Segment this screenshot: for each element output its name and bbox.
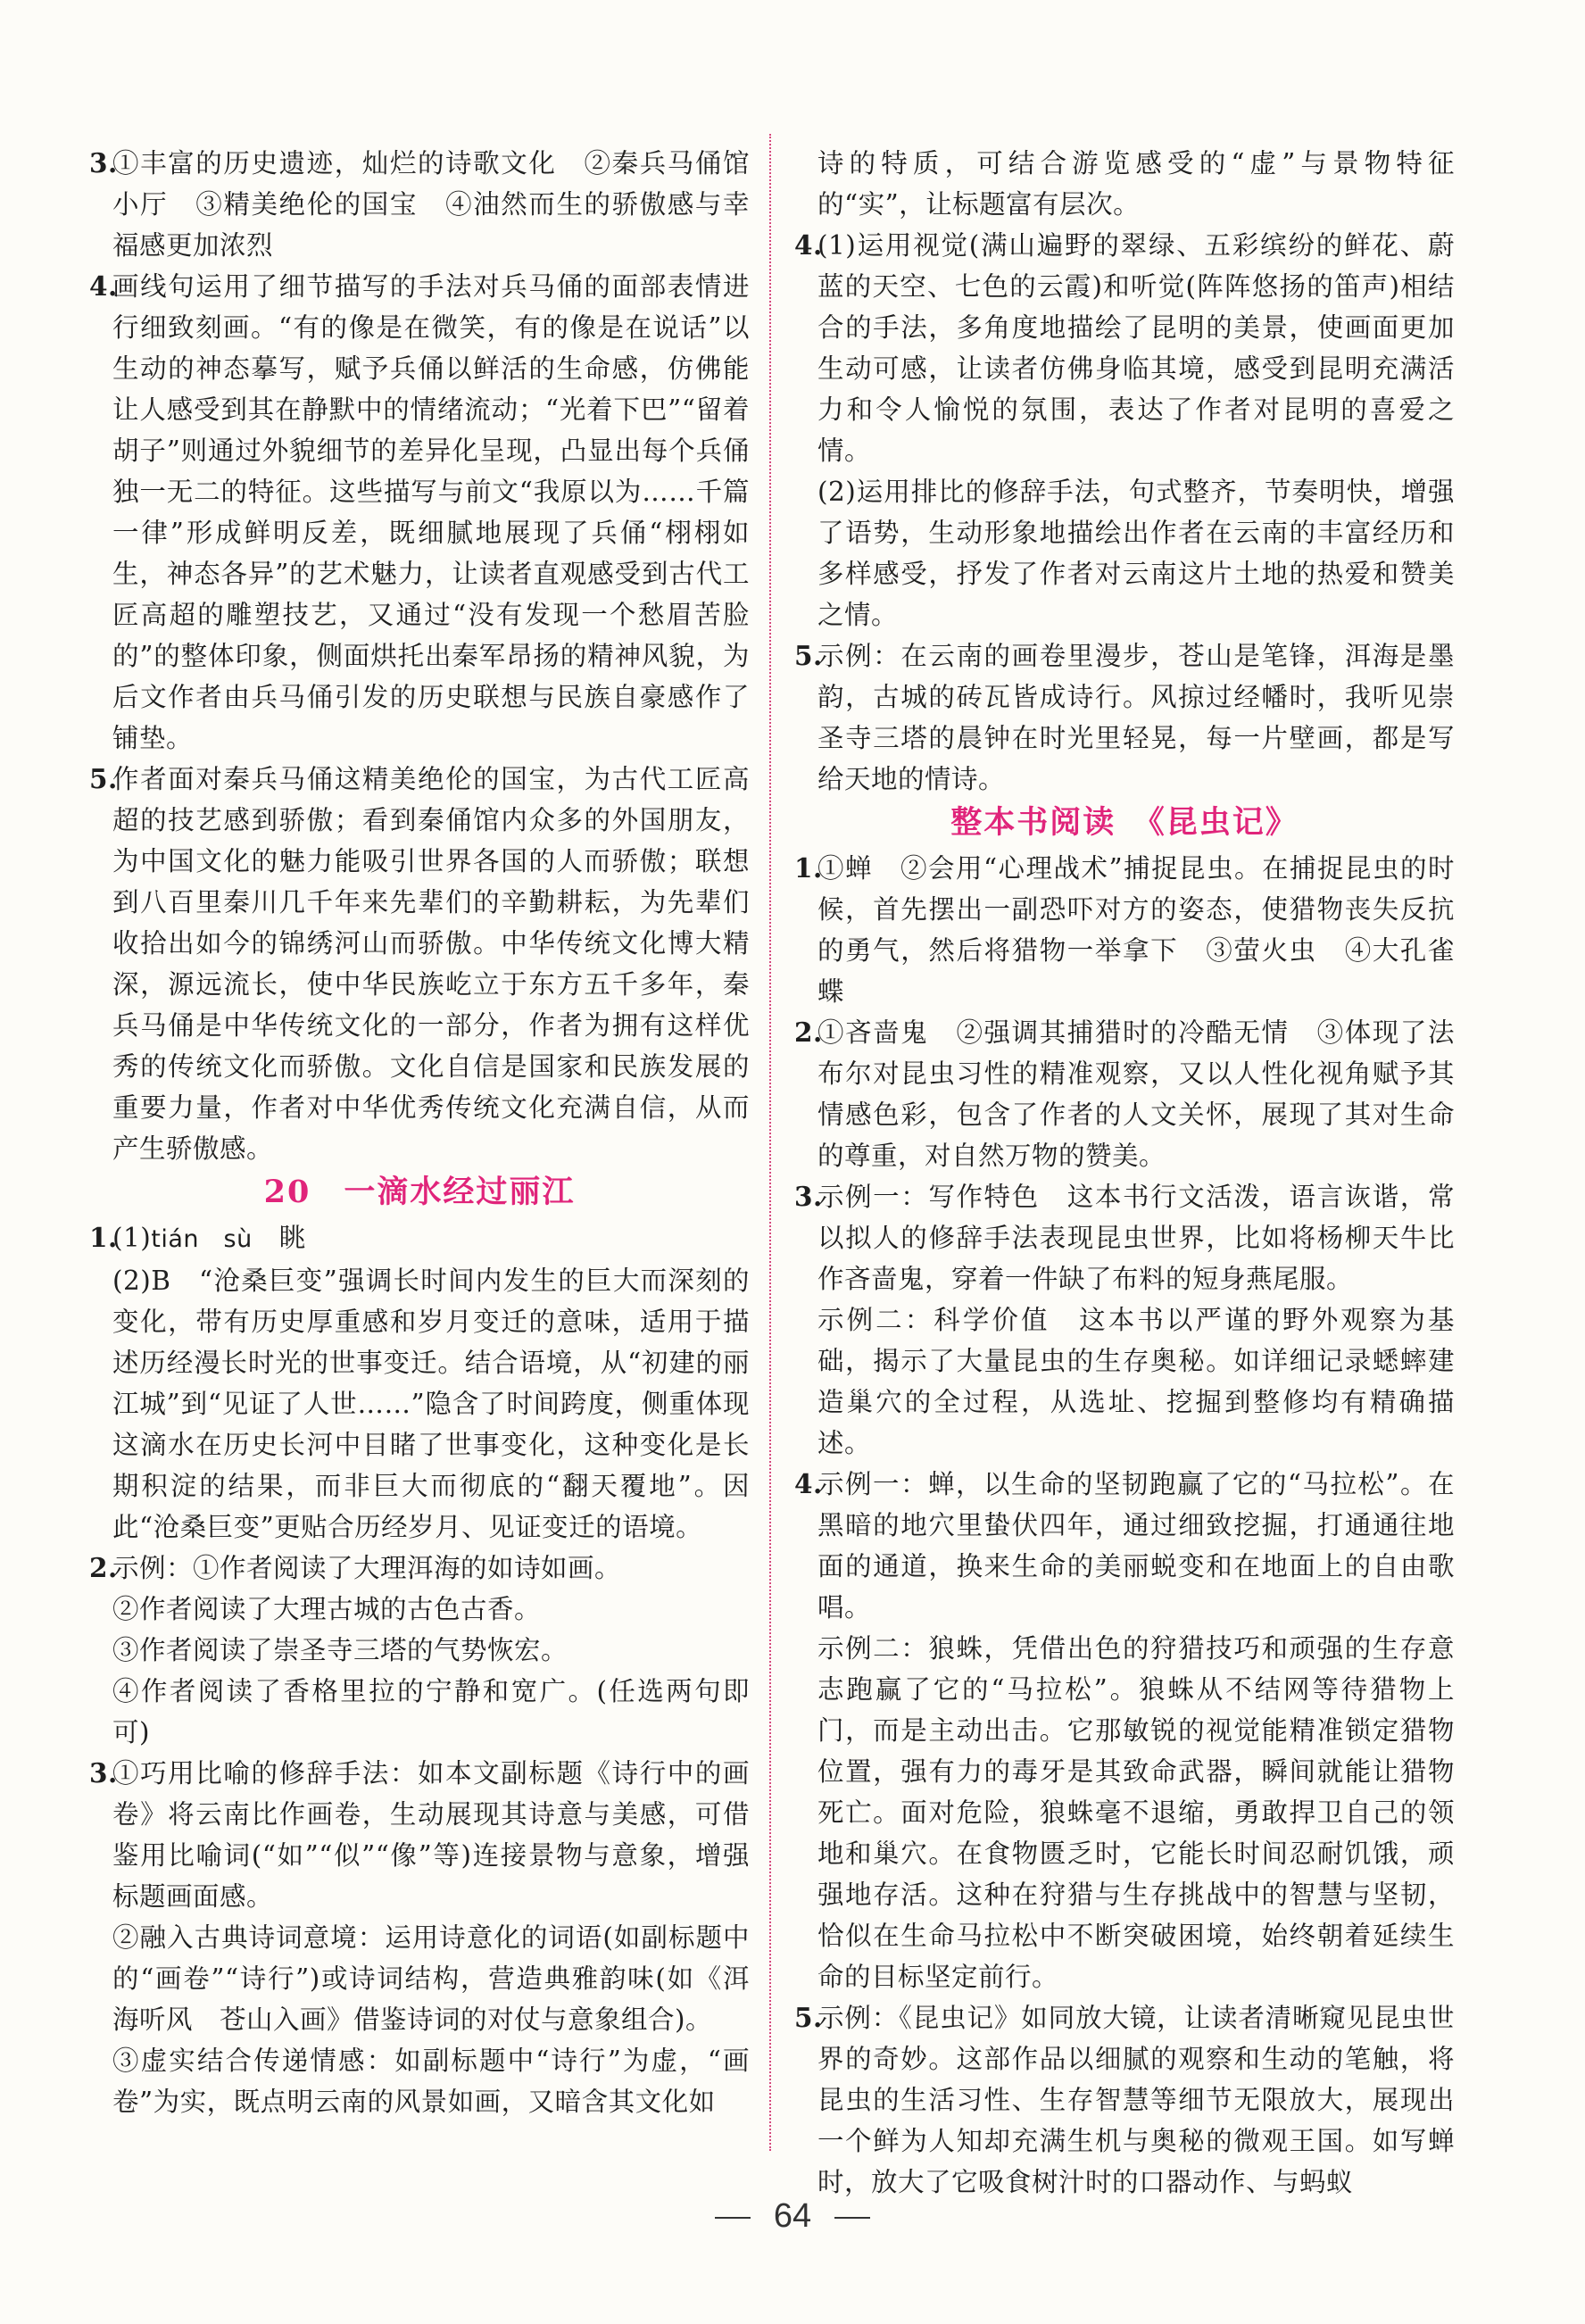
answer-line: 示例：①作者阅读了大理洱海的如诗如画。 bbox=[112, 1553, 622, 1583]
section-heading: 20 一滴水经过丽江 bbox=[263, 1174, 576, 1210]
answer-item bbox=[794, 1464, 1455, 1997]
item-number: 1. bbox=[794, 852, 823, 884]
answer-paragraph: 示例二：狼蛛，凭借出色的狩猎技巧和顽强的生存意志跑赢了它的“马拉松”。狼蛛从不结网等待猎物上门，而是主动出击。它那敏锐的视觉能精准锁定猎物位置，强有力的毒牙是其致命武器，瞬间就能让猎物死亡。面对危险，狼蛛毫不退缩，勇敢捍卫自己的领地和巢穴。在食物匮乏时，它能长时间忍耐饥饿，顽强地存活。这种在狩猎与生存挑战中的智慧与坚韧，恰似在生命马拉松中不断突破困境，始终朝着延续生命的目标坚定前行。 bbox=[817, 1633, 1455, 1992]
item-number: 2. bbox=[794, 1017, 823, 1048]
answer-text: 眺 bbox=[252, 1223, 306, 1253]
item-number: 4. bbox=[794, 1468, 823, 1499]
column-divider bbox=[769, 134, 771, 2151]
item-number: 5. bbox=[794, 640, 823, 671]
answer-item bbox=[89, 266, 750, 759]
answer-text: 示例：《昆虫记》如同放大镜，让读者清晰窥见昆虫世界的奇妙。这部作品以细腻的观察和生动的笔触，将昆虫的生活习性、生存智慧等细节无限放大，展现出一个鲜为人知却充满生机与奥秘的微观王国。如写蝉时，放大了它吸食树汁时的口器动作、与蚂蚁 bbox=[817, 2003, 1455, 2197]
answer-item bbox=[794, 635, 1455, 800]
item-number: 5. bbox=[89, 763, 118, 794]
page-number: 64 bbox=[773, 2197, 812, 2235]
item-number: 5. bbox=[794, 2002, 823, 2033]
answer-item bbox=[89, 1753, 750, 2122]
right-column bbox=[794, 143, 1455, 2203]
item-number: 3. bbox=[794, 1181, 823, 1212]
answer-paragraph: (1)运用视觉(满山遍野的翠绿、五彩缤纷的鲜花、蔚蓝的天空、七色的云霞)和听觉(阵阵悠扬的笛声)相结合的手法，多角度地描绘了昆明的美景，使画面更加生动可感，让读者仿佛身临其境，感受到昆明充满活力和令人愉悦的氛围，表达了作者对昆明的喜爱之情。 bbox=[817, 230, 1455, 466]
answer-paragraph: ③虚实结合传递情感：如副标题中“诗行”为虚，“画卷”为实，既点明云南的风景如画，又暗含其文化如 bbox=[112, 2046, 750, 2117]
footer-dash bbox=[834, 2217, 870, 2219]
page-footer bbox=[0, 2197, 1585, 2236]
item-number: 4. bbox=[794, 229, 823, 261]
answer-line: ③作者阅读了崇圣寺三塔的气势恢宏。 bbox=[112, 1635, 568, 1665]
answer-item bbox=[794, 1176, 1455, 1464]
answer-line bbox=[112, 1217, 750, 1260]
answer-item bbox=[794, 848, 1455, 1012]
item-number: 3. bbox=[89, 1757, 118, 1789]
answer-line: ②作者阅读了大理古城的古色古香。 bbox=[112, 1594, 542, 1624]
answer-text: ①吝啬鬼 ②强调其捕猎时的冷酷无情 ③体现了法布尔对昆虫习性的精准观察，又以人性化视角赋予其情感色彩，包含了作者的人文关怀，展现了其对生命的尊重，对自然万物的赞美。 bbox=[817, 1017, 1455, 1171]
item-number: 1. bbox=[89, 1222, 118, 1253]
answer-item bbox=[794, 1012, 1455, 1176]
answer-item bbox=[794, 225, 1455, 635]
pinyin-text: tián sù bbox=[151, 1225, 253, 1253]
answer-item bbox=[89, 1548, 750, 1753]
answer-text: ①蝉 ②会用“心理战术”捕捉昆虫。在捕捉昆虫的时候，首先摆出一副恐吓对方的姿态，使猎物丧失反抗的勇气，然后将猎物一举拿下 ③萤火虫 ④大孔雀蝶 bbox=[817, 853, 1455, 1007]
answer-item bbox=[89, 1217, 750, 1548]
answer-paragraph: ①巧用比喻的修辞手法：如本文副标题《诗行中的画卷》将云南比作画卷，生动展现其诗意与美感，可借鉴用比喻词(“如”“似”“像”等)连接景物与意象，增强标题画面感。 bbox=[112, 1758, 750, 1912]
sub-label: (1) bbox=[112, 1223, 152, 1253]
answer-paragraph: 示例二：科学价值 这本书以严谨的野外观察为基础，揭示了大量昆虫的生存奥秘。如详细记录蟋蟀建造巢穴的全过程，从选址、挖掘到整修均有精确描述。 bbox=[817, 1305, 1455, 1458]
item-number: 2. bbox=[89, 1552, 118, 1583]
answer-line: ④作者阅读了香格里拉的宁静和宽广。(任选两句即可) bbox=[112, 1676, 750, 1747]
answer-item bbox=[794, 1997, 1455, 2203]
item-number: 4. bbox=[89, 270, 118, 302]
item-number: 3. bbox=[89, 147, 118, 178]
answer-paragraph: 示例一：蝉，以生命的坚韧跑赢了它的“马拉松”。在黑暗的地穴里蛰伏四年，通过细致挖掘，打通通往地面的通道，换来生命的美丽蜕变和在地面上的自由歌唱。 bbox=[817, 1469, 1455, 1623]
answer-item bbox=[89, 759, 750, 1169]
answer-text: ①丰富的历史遗迹，灿烂的诗歌文化 ②秦兵马俑馆小厅 ③精美绝伦的国宝 ④油然而生的骄傲感与幸福感更加浓烈 bbox=[112, 148, 750, 261]
answer-paragraph: ②融入古典诗词意境：运用诗意化的词语(如副标题中的“画卷”“诗行”)或诗词结构，营造典雅韵味(如《洱海听风 苍山入画》借鉴诗词的对仗与意象组合)。 bbox=[112, 1922, 750, 2035]
answer-paragraph: (2)运用排比的修辞手法，句式整齐，节奏明快，增强了语势，生动形象地描绘出作者在云南的丰富经历和多样感受，抒发了作者对云南这片土地的热爱和赞美之情。 bbox=[817, 477, 1455, 630]
footer-dash bbox=[715, 2217, 751, 2219]
answer-item bbox=[89, 143, 750, 266]
answer-paragraph: (2)B “沧桑巨变”强调长时间内发生的巨大而深刻的变化，带有历史厚重感和岁月变迁的意味，适用于描述历经漫长时光的世事变迁。结合语境，从“初建的丽江城”到“见证了人世……”隐含了时间跨度，侧重体现这滴水在历史长河中目睹了世事变化，这种变化是长期积淀的结果，而非巨大而彻底的“翻天覆地”。因此“沧桑巨变”更贴合历经岁月、见证变迁的语境。 bbox=[112, 1266, 750, 1542]
answer-text: 作者面对秦兵马俑这精美绝伦的国宝，为古代工匠高超的技艺感到骄傲；看到秦俑馆内众多的外国朋友，为中国文化的魅力能吸引世界各国的人而骄傲；联想到八百里秦川几千年来先辈们的辛勤耕耘，为先辈们收拾出如今的锦绣河山而骄傲。中华传统文化博大精深，源远流长，使中华民族屹立于东方五千多年，秦兵马俑是中华传统文化的一部分，作者为拥有这样优秀的传统文化而骄傲。文化自信是国家和民族发展的重要力量，作者对中华优秀传统文化充满自信，从而产生骄傲感。 bbox=[112, 764, 750, 1164]
continued-text: 诗的特质，可结合游览感受的“虚”与景物特征的“实”，让标题富有层次。 bbox=[817, 148, 1455, 220]
section-heading: 整本书阅读 《昆虫记》 bbox=[950, 804, 1299, 841]
answer-text: 画线句运用了细节描写的手法对兵马俑的面部表情进行细致刻画。“有的像是在微笑，有的像是在说话”以生动的神态摹写，赋予兵俑以鲜活的生命感，仿佛能让人感受到其在静默中的情绪流动；“光着下巴”“留着胡子”则通过外貌细节的差异化呈现，凸显出每个兵俑独一无二的特征。这些描写与前文“我原以为……千篇一律”形成鲜明反差，既细腻地展现了兵俑“栩栩如生，神态各异”的艺术魅力，让读者直观感受到古代工匠高超的雕塑技艺，又通过“没有发现一个愁眉苦脸的”的整体印象，侧面烘托出秦军昂扬的精神风貌，为后文作者由兵马俑引发的历史联想与民族自豪感作了铺垫。 bbox=[112, 271, 750, 753]
left-column bbox=[89, 143, 750, 2122]
answer-paragraph: 示例一：写作特色 这本书行文活泼，语言诙谐，常以拟人的修辞手法表现昆虫世界，比如将杨柳天牛比作吝啬鬼，穿着一件缺了布料的短身燕尾服。 bbox=[817, 1182, 1455, 1294]
answer-text: 示例：在云南的画卷里漫步，苍山是笔锋，洱海是墨韵，古城的砖瓦皆成诗行。风掠过经幡时，我听见崇圣寺三塔的晨钟在时光里轻晃，每一片壁画，都是写给天地的情诗。 bbox=[817, 641, 1455, 794]
